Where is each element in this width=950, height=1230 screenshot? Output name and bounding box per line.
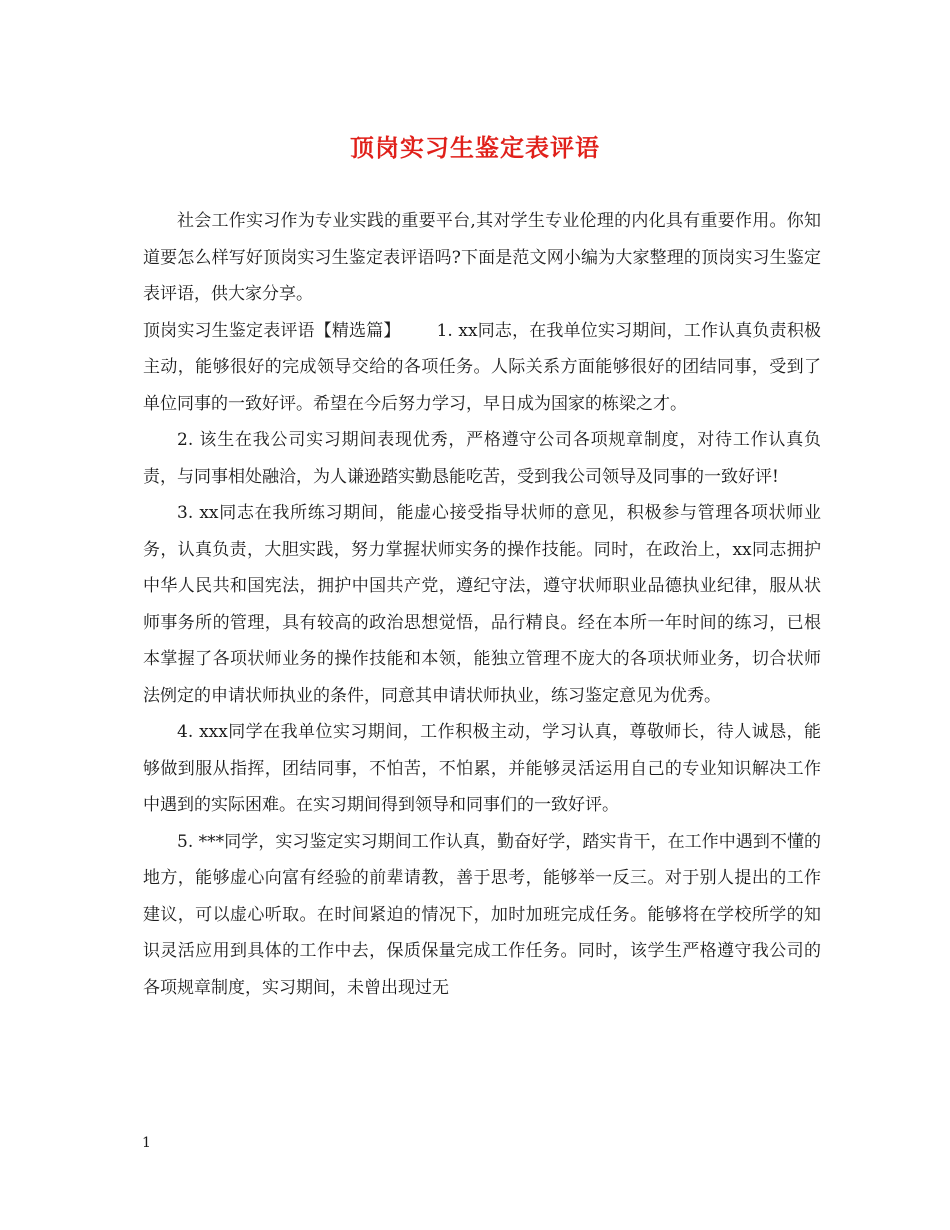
item-3-paragraph: 3. xx同志在我所练习期间，能虚心接受指导状师的意见，积极参与管理各项状师业务，认真负责，大胆实践，努力掌握状师实务的操作技能。同时，在政治上，xx同志拥护中华人民共和国宪法，拥护中国共产党，遵纪守法，遵守状师职业品德执业纪律，服从状师事务所的管理，具有较高的政治思想觉悟，品行精良。经在本所一年时间的练习，已根本掌握了各项状师业务的操作技能和本领，能独立管理不庞大的各项状师业务，切合状师法例定的申请状师执业的条件，同意其申请状师执业，练习鉴定意见为优秀。 <box>143 503 821 706</box>
item-5-paragraph: 5. ***同学，实习鉴定实习期间工作认真，勤奋好学，踏实肯干，在工作中遇到不懂的地方，能够虚心向富有经验的前辈请教，善于思考，能够举一反三。对于别人提出的工作建议，可以虚心听取。在时间紧迫的情况下，加时加班完成任务。能够将在学校所学的知识灵活应用到具体的工作中去，保质保量完成工作任务。同时，该学生严格遵守我公司的各项规章制度，实习期间，未曾出现过无 <box>143 831 821 998</box>
item-2-paragraph: 2. 该生在我公司实习期间表现优秀，严格遵守公司各项规章制度，对待工作认真负责，与同事相处融洽，为人谦逊踏实勤恳能吃苦，受到我公司领导及同事的一致好评! <box>143 430 821 487</box>
intro-paragraph: 社会工作实习作为专业实践的重要平台,其对学生专业伦理的内化具有重要作用。你知道要怎么样写好顶岗实习生鉴定表评语吗?下面是范文网小编为大家整理的顶岗实习生鉴定表评语，供大家分享。 <box>143 211 821 304</box>
section-heading: 顶岗实习生鉴定表评语【精选篇】 <box>143 320 401 341</box>
item-4-paragraph: 4. xxx同学在我单位实习期间，工作积极主动，学习认真，尊敬师长，待人诚恳，能够做到服从指挥，团结同事，不怕苦，不怕累，并能够灵活运用自己的专业知识解决工作中遇到的实际困难。在实习期间得到领导和同事们的一致好评。 <box>143 722 821 815</box>
document-body <box>143 203 821 1006</box>
section-heading-line <box>143 313 821 423</box>
page-number: 1 <box>142 1135 151 1151</box>
item-1-paragraph: 1. xx同志，在我单位实习期间，工作认真负责积极主动，能够很好的完成领导交给的各项任务。人际关系方面能够很好的团结同事，受到了单位同事的一致好评。希望在今后努力学习，早日成为国家的栋梁之才。 <box>143 320 821 414</box>
document-title: 顶岗实习生鉴定表评语 <box>350 133 600 162</box>
